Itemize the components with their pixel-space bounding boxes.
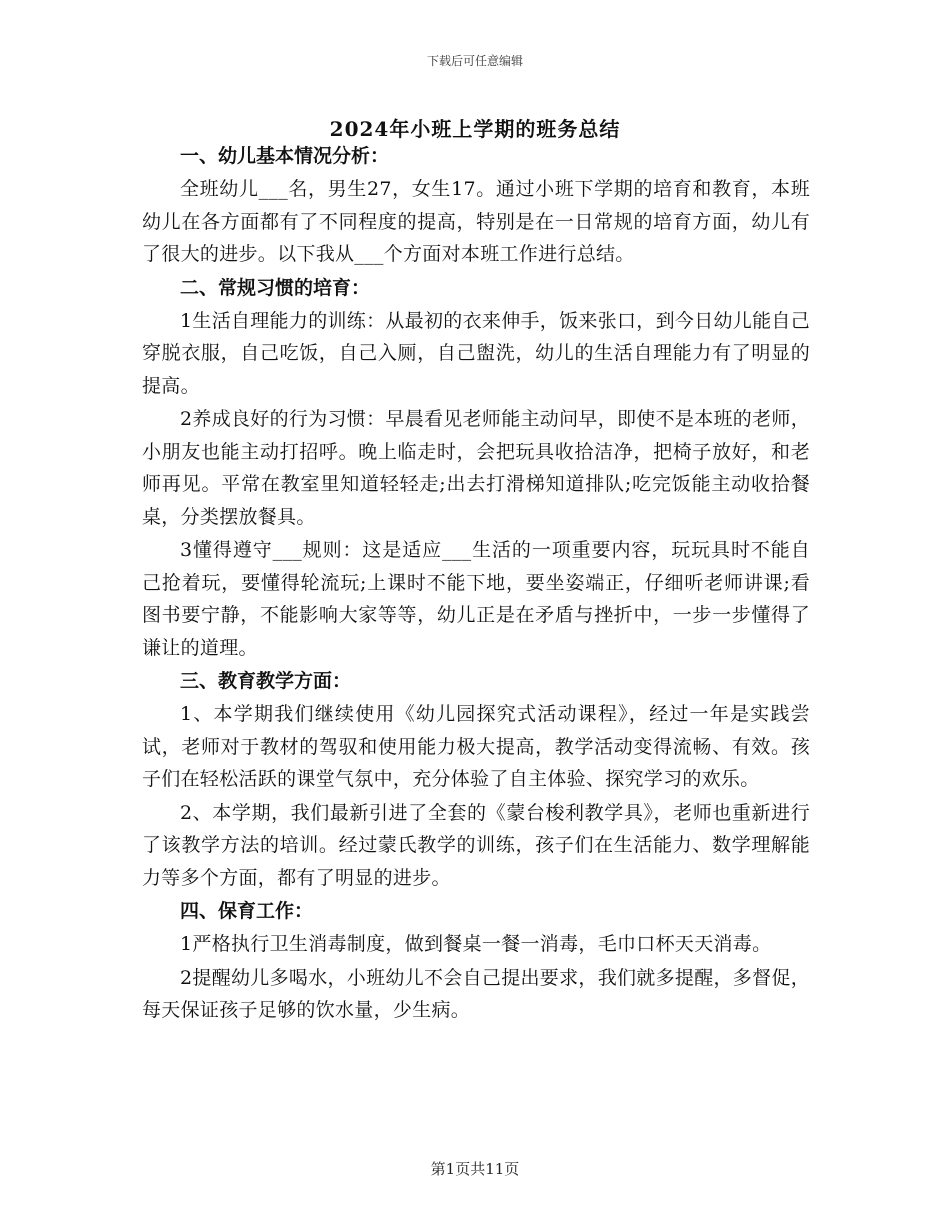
section-heading: 二、常规习惯的培育： bbox=[180, 276, 371, 299]
section-education-teaching bbox=[142, 665, 810, 894]
section-heading: 四、保育工作： bbox=[180, 900, 314, 922]
page-header: 下载后可任意编辑 bbox=[426, 54, 523, 68]
paragraph: 2、本学期，我们最新引进了全套的《蒙台梭利教学具》，老师也重新进行了该教学方法的培训。经过蒙氏教学的训练，孩子们在生活能力、数学理解能力等多个方面，都有了明显的进步。 bbox=[142, 801, 810, 889]
paragraph: 3懂得遵守___规则：这是适应___生活的一项重要内容，玩玩具时不能自己抢着玩，要懂得轮流玩;上课时不能下地，要坐姿端正，仔细听老师讲课;看图书要宁静，不能影响大家等等，幼儿正是在矛盾与挫折中，一步一步懂得了谦让的道理。 bbox=[142, 539, 810, 659]
paragraph: 2提醒幼儿多喝水，小班幼儿不会自己提出要求，我们就多提醒，多督促，每天保证孩子足够的饮水量，少生病。 bbox=[142, 966, 810, 1021]
paragraph: 1生活自理能力的训练：从最初的衣来伸手，饭来张口，到今日幼儿能自己穿脱衣服，自己吃饭，自己入厕，自己盥洗，幼儿的生活自理能力有了明显的提高。 bbox=[142, 309, 810, 397]
section-routine-habits bbox=[142, 272, 810, 665]
section-basic-situation bbox=[142, 140, 810, 271]
page-footer: 第1页共11页 bbox=[430, 1160, 520, 1178]
paragraph: 全班幼儿___名，男生27，女生17。通过小班下学期的培育和教育，本班幼儿在各方面都有了不同程度的提高，特别是在一日常规的培育方面，幼儿有了很大的进步。以下我从___个方面对本班工作进行总结。 bbox=[142, 178, 810, 265]
section-heading: 三、教育教学方面： bbox=[180, 670, 352, 692]
document-title: 2024年小班上学期的班务总结 bbox=[329, 117, 621, 141]
section-care-work bbox=[142, 895, 810, 1027]
paragraph: 1严格执行卫生消毒制度，做到餐桌一餐一消毒，毛巾口杯天天消毒。 bbox=[180, 933, 772, 955]
section-heading: 一、幼儿基本情况分析： bbox=[180, 145, 390, 167]
paragraph: 1、本学期我们继续使用《幼儿园探究式活动课程》，经过一年是实践尝试，老师对于教材的驾驭和使用能力极大提高，教学活动变得流畅、有效。孩子们在轻松活跃的课堂气氛中，充分体验了自主体验、探究学习的欢乐。 bbox=[142, 703, 810, 790]
paragraph: 2养成良好的行为习惯：早晨看见老师能主动问早，即使不是本班的老师，小朋友也能主动打招呼。晚上临走时，会把玩具收拾洁净，把椅子放好，和老师再见。平常在教室里知道轻轻走;出去打滑梯知道排队;吃完饭能主动收拾餐桌，分类摆放餐具。 bbox=[142, 408, 810, 528]
document-body bbox=[142, 140, 810, 1028]
